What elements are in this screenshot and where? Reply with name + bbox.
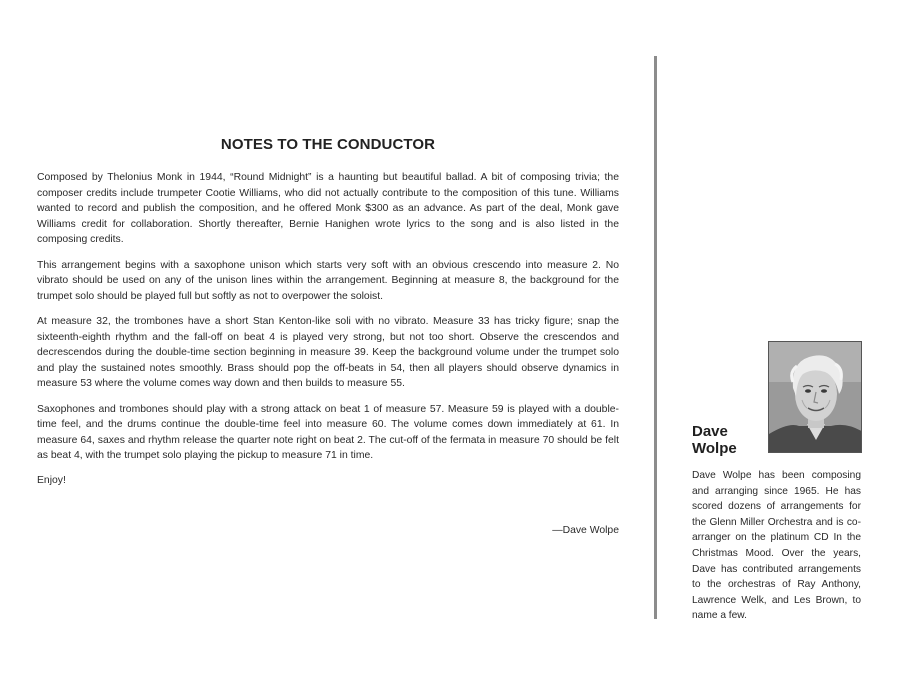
notes-title: NOTES TO THE CONDUCTOR: [220, 136, 436, 153]
notes-section: [37, 136, 619, 499]
notes-paragraph-5: Enjoy!: [37, 475, 66, 487]
notes-paragraph-3: At measure 32, the trombones have a short Stan Kenton-like soli with no vibrato. Measure 33 has tricky figure; snap the sixteenth-eighth rhythm and the fall-off on beat 4 is played very strong, but not too short. Observe the crescendos and decrescendos during the double-time section beginning in measure 39. Keep the background volume under the trumpet solo and play the sustained notes smoothly. Brass should pop the off-beats in 54, then all players should observe dynamics in measure 53 where the volume comes way down and then builds to measure 55.: [37, 315, 619, 390]
signature: —Dave Wolpe: [552, 525, 619, 536]
column-divider: [654, 56, 657, 619]
author-photo: [768, 341, 862, 453]
portrait-image: [769, 342, 862, 453]
bio-name-first: Dave: [692, 423, 728, 440]
notes-paragraph-2: This arrangement begins with a saxophone unison which starts very soft with an obvious crescendo into measure 2. No vibrato should be used on any of the unison lines within the arrangement. Beginning at measure 8, the background for the trumpet solo should be played full but softly as not to overpower the soloist.: [37, 259, 619, 302]
bio-text: Dave Wolpe has been composing and arranging since 1965. He has scored dozens of arrangements for the Glenn Miller Orchestra and is co-arranger on the platinum CD In the Christmas Mood. Over the years, Dave has contributed arrangements to the orchestras of Ray Anthony, Lawrence Welk, and Les Brown, to name a few.: [692, 470, 861, 622]
bio-name: [692, 424, 737, 457]
notes-paragraph-1: Composed by Thelonius Monk in 1944, “Round Midnight” is a haunting but beautiful ballad. A bit of composing trivia; the composer credits include trumpeter Cootie Williams, who did not actually contribute to the composition of this tune. Williams wanted to record and publish the composition, and he offered Monk $300 as an advance. As part of the deal, Monk gave Williams credit for collaboration. Shortly thereafter, Bernie Hanighen wrote lyrics to the song and is also listed in the composing credits.: [37, 172, 619, 246]
notes-paragraph-4: Saxophones and trombones should play with a strong attack on beat 1 of measure 57. Measure 59 is played with a double-time feel, and the drums continue the double-time feel into measure 60. The volume comes down immediately at 61. In measure 64, saxes and rhythm release the quarter note right on beat 2. The cut-off of the fermata in measure 70 should be felt as beat 4, with the trumpet solo playing the pickup to measure 71 in time.: [37, 403, 619, 462]
bio-name-last: Wolpe: [692, 439, 737, 457]
